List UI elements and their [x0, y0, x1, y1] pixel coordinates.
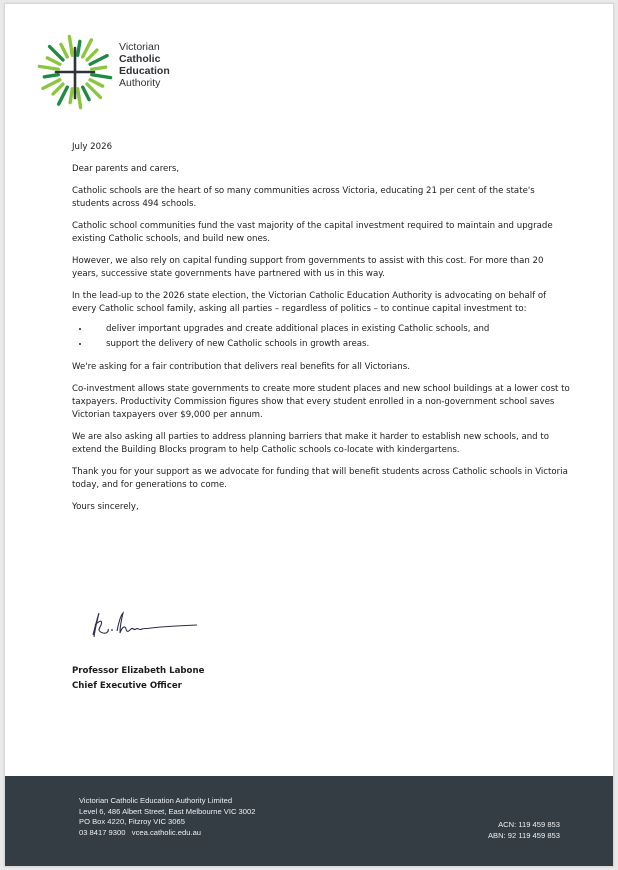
- logo-ray: [70, 89, 72, 103]
- footer-abn: ABN: 92 119 459 853: [487, 830, 560, 840]
- paragraph: Thank you for your support as we advocate for funding that will benefit students across Catholic schools in Victoria today, and for generations to come.: [72, 467, 568, 490]
- closing: Yours sincerely,: [72, 502, 139, 512]
- paragraph: We are also asking all parties to address planning barriers that make it harder to establish new schools, and to extend the Building Blocks program to help Catholic schools co-locate with kindergartens.: [72, 432, 549, 455]
- signature-image: [85, 607, 205, 643]
- bullet-list: [72, 323, 572, 351]
- paragraph: However, we also rely on capital funding support from governments to assist with this cost. For more than 20 years, successive state governments have partnered with us in this way.: [72, 256, 544, 279]
- paragraph: Catholic schools are the heart of so many communities across Victoria, educating 21 per cent of the state's students across 494 schools.: [72, 186, 535, 209]
- logo-ray: [61, 44, 67, 56]
- letter-body: [72, 141, 572, 523]
- logo-ray: [87, 84, 100, 97]
- footer-ids: [488, 820, 560, 841]
- logo-ray: [78, 41, 80, 55]
- org-name-line: Victorian: [119, 41, 160, 53]
- letter-page: [4, 3, 614, 867]
- logo-ray: [87, 50, 97, 60]
- vcea-logo-icon: [35, 32, 115, 112]
- paragraph: In the lead-up to the 2026 state election, the Victorian Catholic Education Authority is advocating on behalf of every Catholic school family, asking all parties – regardless of politics – to continue capital investment to:: [72, 291, 547, 314]
- signer-title: Chief Executive Officer: [72, 681, 182, 691]
- logo-ray: [69, 36, 72, 55]
- logo-ray: [78, 89, 81, 108]
- footer: [5, 776, 613, 866]
- signer-name: Professor Elizabeth Labone: [72, 666, 205, 676]
- footer-street: Level 6, 486 Albert Street, East Melbourne VIC 3002: [79, 806, 256, 816]
- list-item: • support the delivery of new Catholic schools in growth areas.: [90, 338, 572, 351]
- org-name-line: Authority: [119, 77, 161, 89]
- paragraph: Catholic school communities fund the vast majority of the capital investment required to maintain and upgrade existing Catholic schools, and build new ones.: [72, 221, 553, 244]
- logo-ray: [92, 75, 111, 78]
- paragraph: Co-investment allows state governments to create more student places and new school buildings at a lower cost to taxpayers. Productivity Commission figures show that every student enrolled in a non-government school saves Victorian taxpayers over $9,000 per annum.: [72, 384, 570, 420]
- logo-ray: [50, 47, 63, 60]
- logo-ray: [53, 84, 63, 94]
- logo-ray: [44, 75, 58, 77]
- footer-address: [79, 796, 255, 838]
- list-item: • deliver important upgrades and create additional places in existing Catholic schools, and: [90, 323, 572, 336]
- footer-phone: 03 8417 9300: [79, 827, 126, 837]
- salutation: Dear parents and carers,: [72, 164, 180, 174]
- footer-company: Victorian Catholic Education Authority Limited: [79, 796, 233, 805]
- footer-acn: ACN: 119 459 853: [498, 820, 560, 829]
- org-name-line: Catholic: [119, 53, 161, 65]
- logo-ray: [47, 58, 59, 64]
- footer-contact: [79, 828, 255, 839]
- organisation-name: [119, 41, 170, 89]
- logo-ray: [43, 80, 60, 89]
- letter-date: July 2026: [72, 142, 113, 152]
- logo-ray: [83, 87, 89, 99]
- org-name-line: Education: [119, 65, 170, 77]
- paragraph: We're asking for a fair contribution that delivers real benefits for all Victorians.: [72, 362, 410, 372]
- logo-ray: [83, 40, 92, 57]
- logo-ray: [90, 80, 102, 86]
- logo-ray: [90, 56, 107, 65]
- footer-po-box: PO Box 4220, Fitzroy VIC 3065: [79, 817, 185, 826]
- logo-ray: [39, 66, 58, 69]
- footer-website[interactable]: vcea.catholic.edu.au: [131, 827, 202, 837]
- logo-ray: [92, 67, 106, 69]
- signer-block: [72, 664, 204, 694]
- logo-ray: [59, 87, 68, 104]
